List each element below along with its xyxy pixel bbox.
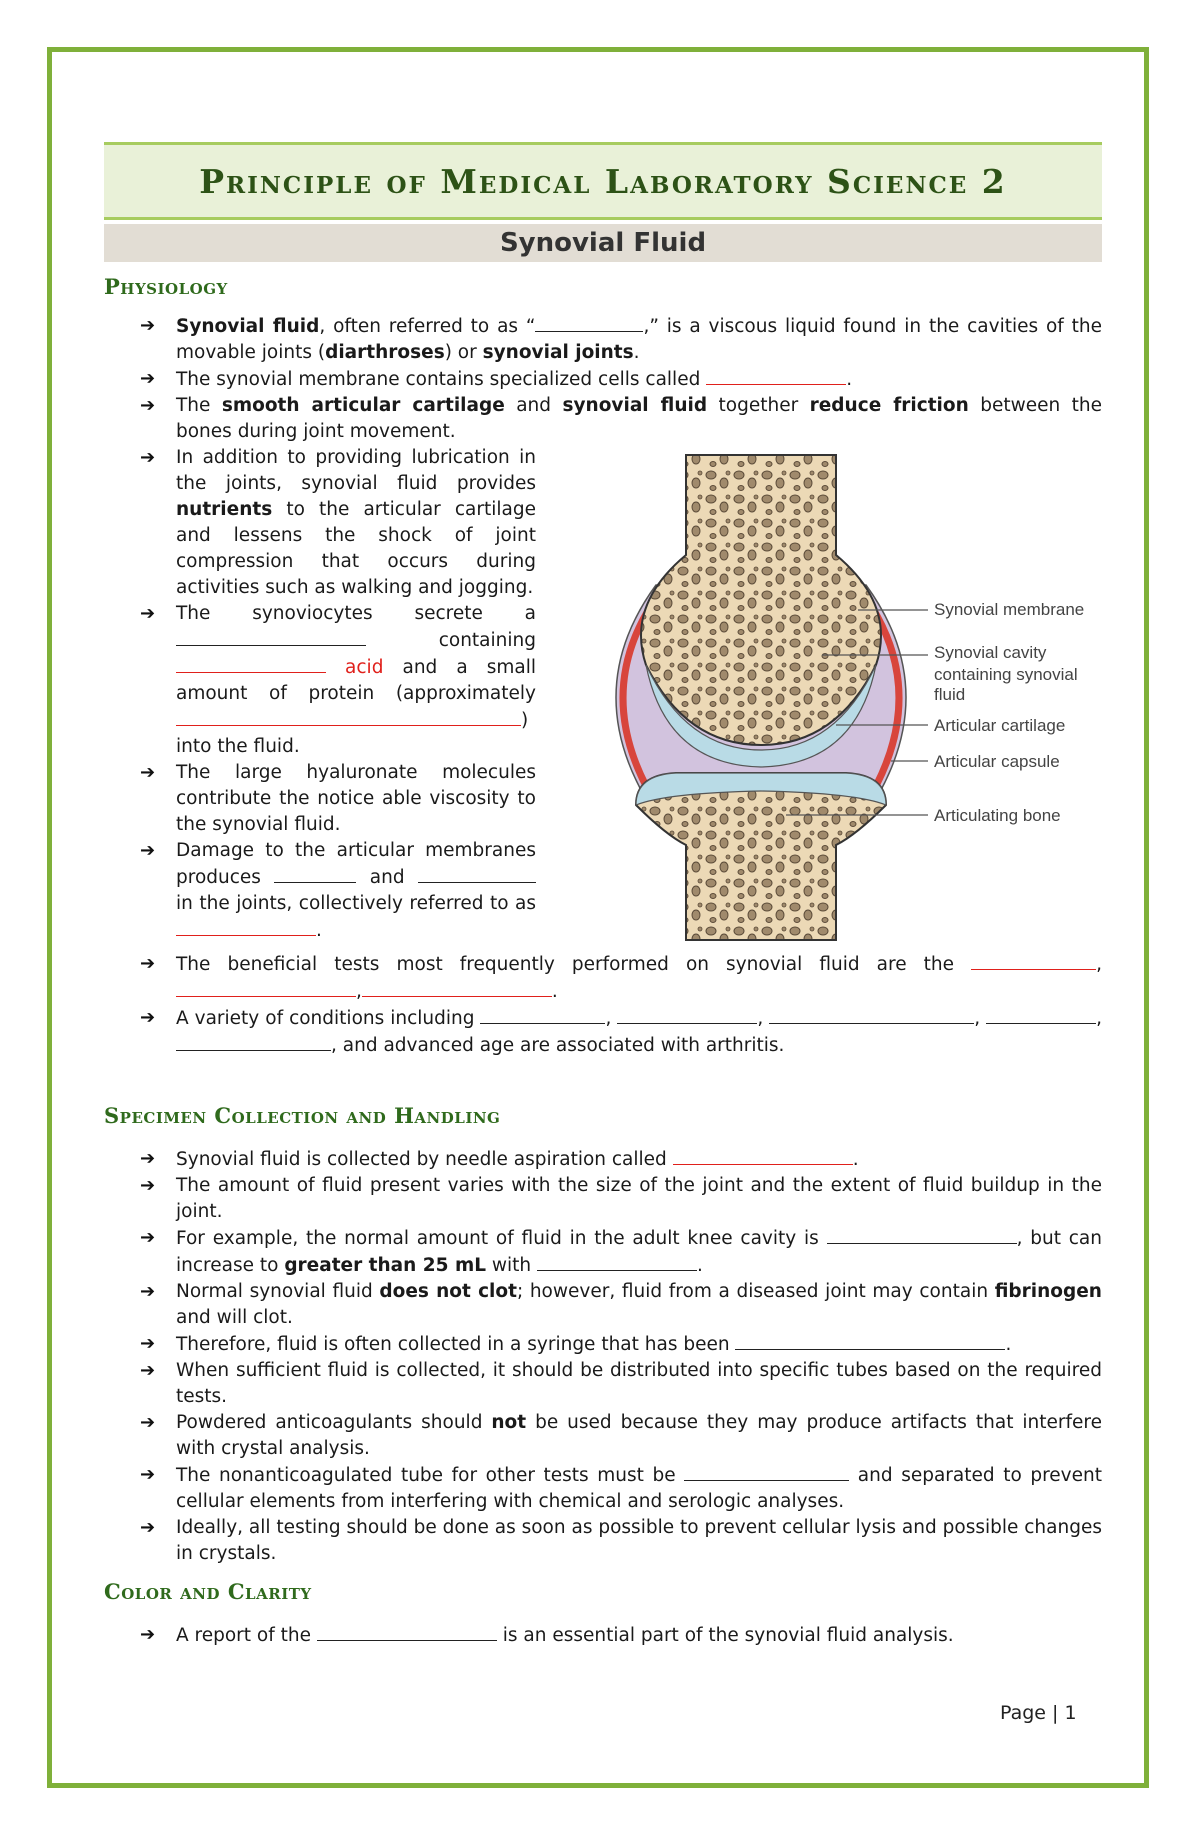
list-item	[104, 1410, 1102, 1462]
text: and will clot.	[176, 1307, 293, 1328]
fill-blank[interactable]	[362, 978, 552, 997]
red-term: acid	[345, 657, 384, 678]
bold-term: Synovial fluid	[176, 316, 320, 337]
fill-blank[interactable]	[176, 978, 356, 997]
bold-term: nutrients	[176, 499, 273, 520]
bold-term: synovial fluid	[562, 395, 708, 416]
list-item	[104, 366, 1102, 393]
text: When sufficient fluid is collected, it should be distributed into specific tubes based on the required tests.	[176, 1360, 1102, 1407]
physiology-list-narrow	[104, 445, 536, 985]
fill-blank[interactable]	[684, 1462, 849, 1481]
fill-blank[interactable]	[706, 366, 846, 385]
text: ) or	[444, 342, 483, 363]
fill-blank[interactable]	[827, 1225, 1017, 1244]
label-synovial-cavity-line2: containing synovial fluid	[934, 665, 1078, 704]
physiology-list-continued	[104, 951, 1102, 1059]
text-and-figure-row	[104, 445, 1102, 985]
fill-blank[interactable]	[537, 1252, 697, 1271]
list-item	[104, 601, 536, 760]
specimen-list	[104, 1146, 1102, 1567]
synovial-joint-diagram	[536, 445, 1102, 985]
text: to the articular cartilage and lessens the shock of joint compression that occurs during activities such as walking and jogging.	[176, 499, 536, 598]
list-item	[104, 1358, 1102, 1410]
text: ) into the fluid.	[176, 710, 529, 757]
text: , but can increase to	[176, 1228, 1102, 1276]
text: ; however, fluid from a diseased joint may contain	[516, 1281, 995, 1302]
fill-blank[interactable]	[176, 1032, 331, 1051]
fill-blank[interactable]	[274, 864, 356, 883]
list-item	[104, 1225, 1102, 1279]
fill-blank[interactable]	[535, 313, 643, 332]
text: and	[504, 395, 563, 416]
fill-blank[interactable]	[176, 707, 521, 726]
fill-blank[interactable]	[176, 654, 326, 673]
lower-bone	[636, 773, 886, 940]
label-articular-cartilage: Articular cartilage	[934, 716, 1066, 735]
bold-term: greater than 25 mL	[284, 1255, 487, 1276]
list-item	[104, 760, 536, 838]
page-content	[104, 142, 1102, 1649]
section-heading-physiology: Physiology	[104, 274, 228, 299]
fill-blank[interactable]	[971, 951, 1096, 970]
text: For example, the normal amount of fluid in the adult knee cavity is	[176, 1228, 827, 1249]
bold-term: not	[491, 1412, 527, 1433]
page-title: Principle of Medical Laboratory Science 2	[199, 161, 1007, 201]
text: The amount of fluid present varies with the size of the joint and the extent of fluid buildup in the joint.	[176, 1175, 1102, 1222]
text: be used because they may produce artifacts that interfere with crystal analysis.	[176, 1412, 1102, 1459]
bold-term: reduce friction	[809, 395, 969, 416]
text: The beneficial tests most frequently performed on synovial fluid are the	[176, 954, 972, 975]
fill-blank[interactable]	[769, 1005, 974, 1024]
text: Powdered anticoagulants should	[176, 1412, 492, 1433]
fill-blank[interactable]	[617, 1005, 757, 1024]
list-item	[104, 1146, 1102, 1173]
subtitle-band	[104, 224, 1102, 262]
physiology-list	[104, 313, 1102, 445]
list-item	[104, 1622, 1102, 1649]
upper-bone	[641, 455, 881, 745]
fill-blank[interactable]	[317, 1622, 497, 1641]
bold-term: smooth articular cartilage	[221, 395, 505, 416]
list-item	[104, 1515, 1102, 1567]
text: , and advanced age are associated with arthritis.	[331, 1035, 785, 1056]
fill-blank[interactable]	[418, 864, 536, 883]
text: .	[697, 1255, 703, 1276]
label-synovial-membrane: Synovial membrane	[934, 600, 1085, 619]
text: .	[852, 1149, 859, 1170]
text: with	[486, 1255, 538, 1276]
list-item	[104, 1173, 1102, 1225]
text: .	[1005, 1334, 1012, 1355]
text: and separated to prevent cellular elements from interfering with chemical and serologic analyses.	[176, 1465, 1102, 1512]
fill-blank[interactable]	[986, 1005, 1096, 1024]
text: .	[633, 342, 640, 363]
text: The synovial membrane contains specialized cells called	[176, 369, 707, 390]
list-item	[104, 313, 1102, 366]
text: ,” is a viscous liquid found in the cavities of the movable joints (	[176, 316, 1102, 363]
text: .	[846, 369, 853, 390]
text: , often referred to as “	[319, 316, 536, 337]
bold-term: diarthroses	[325, 342, 445, 363]
text: ,	[974, 1008, 987, 1029]
text: in the joints, collectively referred to as	[176, 893, 536, 914]
fill-blank[interactable]	[673, 1146, 853, 1165]
text: ,	[1096, 954, 1102, 975]
list-item	[104, 445, 536, 601]
text: The large hyaluronate molecules contribute the notice able viscosity to the synovial fluid.	[176, 762, 536, 835]
text: A variety of conditions including	[176, 1008, 481, 1029]
list-item	[104, 1462, 1102, 1515]
section-heading-color: Color and Clarity	[104, 1579, 312, 1604]
text: Synovial fluid is collected by needle aspiration called	[176, 1149, 673, 1170]
title-band	[104, 142, 1102, 220]
bold-term: fibrinogen	[994, 1281, 1102, 1302]
section-heading-specimen: Specimen Collection and Handling	[104, 1103, 501, 1128]
text: ,	[757, 1008, 770, 1029]
color-list	[104, 1622, 1102, 1649]
label-articular-capsule: Articular capsule	[934, 752, 1060, 771]
text: and a small amount of protein (approximately	[176, 657, 536, 704]
list-item	[104, 1279, 1102, 1331]
fill-blank[interactable]	[735, 1331, 1005, 1350]
text: ,	[356, 981, 362, 1002]
text: containing	[366, 630, 536, 651]
text: between the bones during joint movement.	[176, 395, 1102, 442]
text: .	[551, 981, 558, 1002]
text: together	[707, 395, 810, 416]
text: The synoviocytes secrete a	[176, 603, 536, 624]
label-synovial-cavity: Synovial cavity	[934, 643, 1047, 662]
list-item	[104, 838, 536, 944]
list-item	[104, 393, 1102, 445]
page-number: Page | 1	[1000, 1702, 1077, 1724]
text: The	[176, 395, 222, 416]
text: Normal synovial fluid	[176, 1281, 380, 1302]
list-item	[104, 951, 1102, 1005]
fill-blank[interactable]	[176, 917, 316, 936]
text: Therefore, fluid is often collected in a syringe that has been	[176, 1334, 736, 1355]
text: ,	[1096, 1008, 1102, 1029]
bold-term: does not clot	[379, 1281, 517, 1302]
text: The nonanticoagulated tube for other tests must be	[176, 1465, 685, 1486]
text: In addition to providing lubrication in the joints, synovial fluid provides	[176, 447, 536, 494]
list-item	[104, 1331, 1102, 1358]
text: and	[356, 867, 418, 888]
label-articulating-bone: Articulating bone	[934, 806, 1061, 825]
text: Ideally, all testing should be done as soon as possible to prevent cellular lysis and possible changes in crystals.	[176, 1517, 1102, 1564]
bold-term: synovial joints	[482, 342, 634, 363]
fill-blank[interactable]	[176, 627, 366, 646]
text: .	[316, 920, 322, 941]
text: is an essential part of the synovial fluid analysis.	[496, 1625, 954, 1646]
list-item	[104, 1005, 1102, 1059]
page-subtitle: Synovial Fluid	[499, 228, 707, 258]
text: A report of the	[176, 1625, 317, 1646]
text: Damage to the articular membranes produces	[176, 840, 536, 888]
text: ,	[605, 1008, 618, 1029]
fill-blank[interactable]	[480, 1005, 605, 1024]
